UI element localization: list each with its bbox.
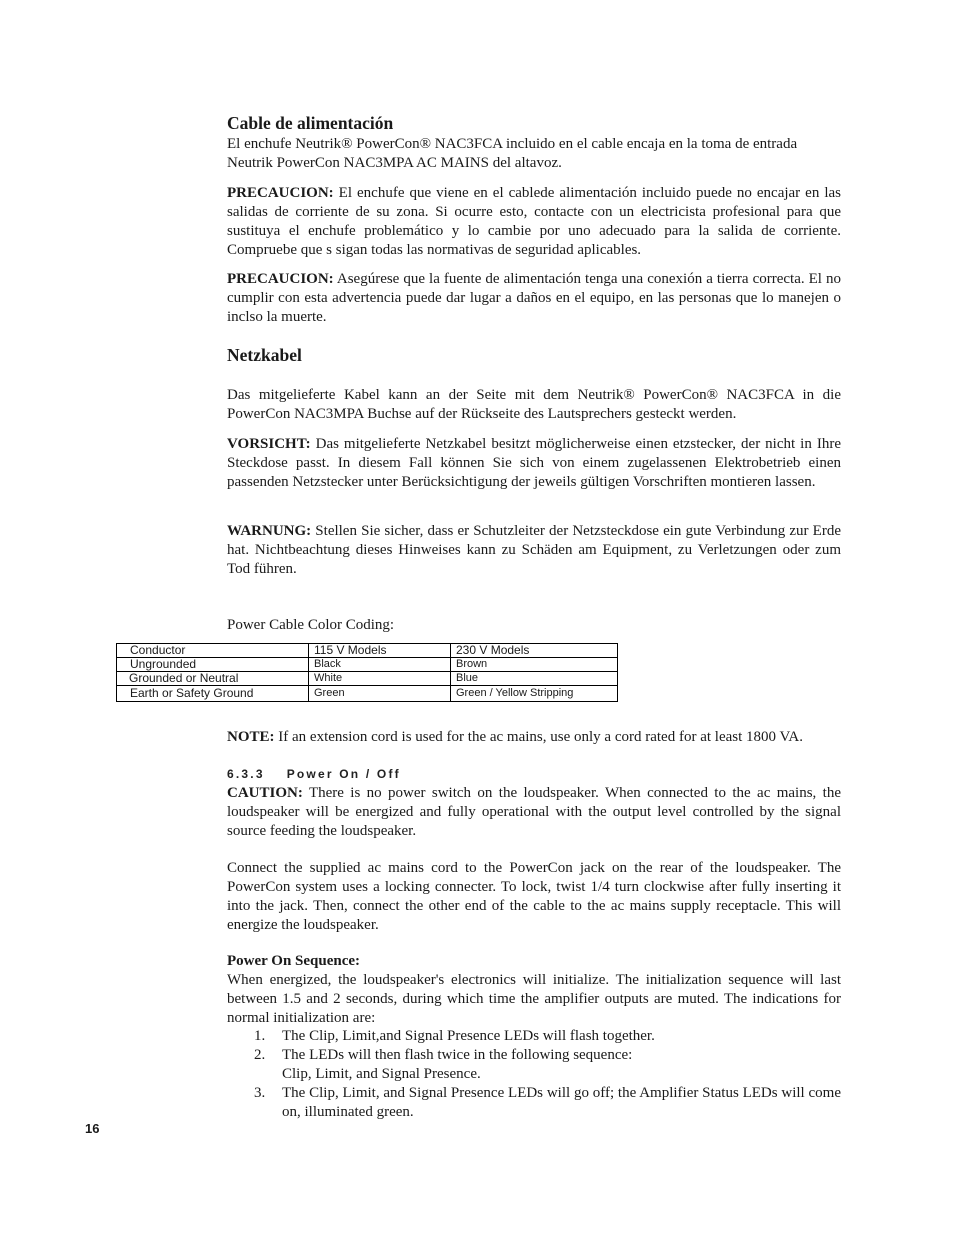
caution-label: CAUTION: xyxy=(227,785,303,801)
table-header-row xyxy=(117,644,618,658)
section-heading xyxy=(227,767,401,781)
es-caution-2 xyxy=(227,270,841,327)
list-item-number: 2. xyxy=(254,1047,266,1063)
table-cell: Blue xyxy=(451,672,618,686)
list-item xyxy=(227,1084,841,1122)
table-cell: Earth or Safety Ground xyxy=(117,686,309,702)
list-item-subtext: Clip, Limit, and Signal Presence. xyxy=(282,1066,481,1082)
list-item xyxy=(227,1027,841,1046)
table-cell: Ungrounded xyxy=(117,658,309,672)
list-item-number: 1. xyxy=(254,1028,266,1044)
table-header-cell: 230 V Models xyxy=(451,644,618,658)
table-row xyxy=(117,672,618,686)
initialization-steps-list xyxy=(227,1027,841,1122)
vorsicht-text: Das mitgelieferte Netzkabel besitzt möglicherweise einen etzstecker, der nicht in Ihre Steckdose passt. In diesem Fall können Sie sich von einem zugelassenen Elektrobetrieb einen passenden Netzstecker unter Berücksichtigung der jeweils gültigen Vorschriften montieren lassen. xyxy=(227,436,841,490)
caution-label: PRECAUCION: xyxy=(227,185,334,201)
table-cell: Brown xyxy=(451,658,618,672)
table-row xyxy=(117,658,618,672)
table-header-cell: 115 V Models xyxy=(309,644,451,658)
list-item-text: The LEDs will then flash twice in the following sequence: xyxy=(282,1047,633,1063)
table-cell: Black xyxy=(309,658,451,672)
heading-cable-de-alimentacion: Cable de alimentación xyxy=(227,113,394,133)
caution-text: El enchufe que viene en el cablede alimentación incluido puede no encajar en las salidas de corriente de su zona. Si ocurre esto, contacte con un electricista profesional para que sustituya el enchufe problemático y lo cambie por uno adecuado para la salida de corriente. Compruebe que s sigan todas las normativas de seguridad aplicables. xyxy=(227,185,841,258)
list-item xyxy=(227,1046,841,1084)
table-cell: Grounded or Neutral xyxy=(117,672,309,686)
table-row xyxy=(117,686,618,702)
table-cell: Green xyxy=(309,686,451,702)
warnung-label: WARNUNG: xyxy=(227,523,312,539)
sequence-heading-text: Power On Sequence: xyxy=(227,953,361,969)
heading-netzkabel: Netzkabel xyxy=(227,345,302,365)
power-on-sequence-heading xyxy=(227,952,841,971)
warnung-text: Stellen Sie sicher, dass er Schutzleiter der Netzsteckdose ein gute Verbindung zur Erde hat. Nichtbeachtung dieses Hinweises kann zu Schäden am Equipment, zu Verletzungen oder zum Tod führen. xyxy=(227,523,841,577)
es-intro-paragraph: El enchufe Neutrik® PowerCon® NAC3FCA incluido en el cable encaja en la toma de entrada Neutrik PowerCon NAC3MPA AC MAINS del altavoz. xyxy=(227,136,798,171)
table-header-cell: Conductor xyxy=(117,644,309,658)
list-item-number: 3. xyxy=(254,1085,266,1101)
list-item-text: The Clip, Limit, and Signal Presence LEDs will go off; the Amplifier Status LEDs will come on, illuminated green. xyxy=(282,1085,841,1120)
section-title: Power On / Off xyxy=(286,767,401,781)
color-coding-table xyxy=(116,643,618,702)
list-item-text: The Clip, Limit,and Signal Presence LEDs will flash together. xyxy=(282,1028,655,1044)
connect-paragraph: Connect the supplied ac mains cord to the PowerCon jack on the rear of the loudspeaker. The PowerCon system uses a locking connecter. To lock, twist 1/4 turn clockwise after fully inserting it into the jack. Then, connect the other end of the cable to the ac mains supply receptacle. This will energize the loudspeaker. xyxy=(227,860,841,933)
caution-text: Asegúrese que la fuente de alimentación tenga una conexión a tierra correcta. El no cumplir con esta advertencia puede dar lugar a daños en el equipo, en las personas que lo manejen o inclso la muerte. xyxy=(227,271,841,325)
page-number: 16 xyxy=(85,1121,100,1136)
vorsicht-label: VORSICHT: xyxy=(227,436,311,452)
caution-text: There is no power switch on the loudspeaker. When connected to the ac mains, the loudspeaker will be energized and fully operational with the output level controlled by the signal source feeding the loudspeaker. xyxy=(227,785,841,839)
caution-label: PRECAUCION: xyxy=(227,271,334,287)
de-vorsicht-paragraph xyxy=(227,435,841,492)
sequence-intro-paragraph: When energized, the loudspeaker's electronics will initialize. The initialization sequence will last between 1.5 and 2 seconds, during which time the amplifier outputs are muted. The indications for normal initialization are: xyxy=(227,972,841,1026)
note-label: NOTE: xyxy=(227,729,275,745)
section-caution-paragraph xyxy=(227,784,841,841)
table-cell: Green / Yellow Stripping xyxy=(451,686,618,702)
section-number: 6.3.3 xyxy=(227,767,265,781)
table-cell: White xyxy=(309,672,451,686)
note-paragraph xyxy=(227,728,841,747)
de-intro-paragraph: Das mitgelieferte Kabel kann an der Seite mit dem Neutrik® PowerCon® NAC3FCA in die PowerCon NAC3MPA Buchse auf der Rückseite des Lautsprechers gesteckt werden. xyxy=(227,387,841,422)
color-coding-caption: Power Cable Color Coding: xyxy=(227,617,395,633)
note-text: If an extension cord is used for the ac mains, use only a cord rated for at least 1800 VA. xyxy=(274,729,803,745)
de-warnung-paragraph xyxy=(227,522,841,579)
es-caution-1 xyxy=(227,184,841,260)
